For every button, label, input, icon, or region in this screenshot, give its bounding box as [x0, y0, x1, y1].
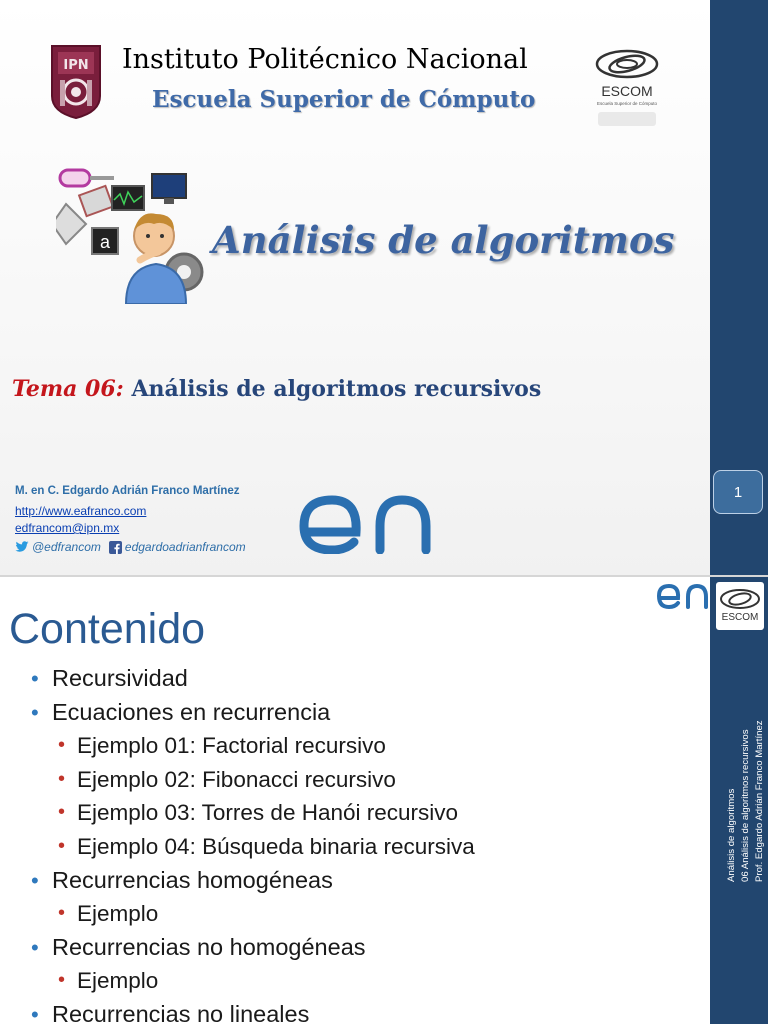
- bullet-icon: •: [31, 934, 39, 960]
- list-item: [0, 662, 700, 696]
- social-handles: [15, 538, 295, 556]
- sub-list-item: [0, 964, 700, 998]
- list-item-text: Ecuaciones en recurrencia: [52, 698, 331, 725]
- page-number: 1: [713, 470, 763, 514]
- sidebar-line-author: Prof. Edgardo Adrián Franco Martínez: [754, 720, 765, 882]
- algorithm-thinker-illustration: [56, 164, 206, 304]
- author-block: [15, 485, 295, 556]
- sub-list-item: [0, 796, 700, 830]
- sub-list-item: [0, 763, 700, 797]
- escom-logo-small-text: ESCOM: [721, 612, 759, 623]
- bullet-icon: •: [31, 1001, 39, 1024]
- school-name: Escuela Superior de Cómputo: [152, 86, 536, 113]
- contents-list: [0, 662, 700, 1024]
- presentation-title: Análisis de algoritmos: [212, 218, 675, 262]
- sidebar-line-course: Análisis de algoritmos: [726, 788, 737, 882]
- ipn-logo-text: IPN: [63, 58, 89, 73]
- list-item-text: Ejemplo 02: Fibonacci recursivo: [77, 766, 396, 792]
- contents-title: Contenido: [9, 605, 206, 653]
- escom-logo-small: [716, 582, 764, 630]
- list-item-text: Ejemplo 04: Búsqueda binaria recursiva: [77, 833, 475, 859]
- list-item-text: Ejemplo: [77, 901, 159, 927]
- list-item: [0, 931, 700, 965]
- topic-label: Tema 06:: [12, 376, 124, 402]
- bullet-icon: •: [58, 801, 66, 824]
- email-link[interactable]: edfrancom@ipn.mx: [15, 521, 120, 535]
- sub-list-item: [0, 897, 700, 931]
- sub-list-item: [0, 729, 700, 763]
- bullet-icon: •: [58, 902, 66, 925]
- facebook-icon: [109, 541, 122, 554]
- author-name: M. en C. Edgardo Adrián Franco Martínez: [15, 485, 240, 497]
- topic-name: Análisis de algoritmos recursivos: [131, 376, 542, 402]
- bullet-icon: •: [58, 834, 66, 857]
- institution-name: Instituto Politécnico Nacional: [122, 44, 528, 75]
- ipn-logo: [48, 44, 104, 120]
- escom-logo-text: ESCOM: [601, 83, 653, 99]
- bullet-icon: •: [58, 969, 66, 992]
- list-item-text: Recurrencias no homogéneas: [52, 933, 366, 960]
- list-item-text: Ejemplo 01: Factorial recursivo: [77, 733, 386, 759]
- svg-text:a: a: [99, 232, 111, 252]
- escom-logo: [594, 44, 660, 128]
- bullet-icon: •: [58, 767, 66, 790]
- list-item-text: Recurrencias no lineales: [52, 1000, 310, 1024]
- sidebar-vertical-text: [724, 652, 768, 882]
- list-item-text: Ejemplo 03: Torres de Hanói recursivo: [77, 800, 459, 826]
- escom-logo-subtext: Escuela Superior de Cómputo: [596, 101, 658, 106]
- twitter-handle[interactable]: @edfrancom: [32, 540, 101, 554]
- bullet-icon: •: [31, 699, 39, 725]
- ea-logo: [298, 488, 434, 554]
- bullet-icon: •: [31, 666, 39, 691]
- facebook-handle[interactable]: edgardoadrianfrancom: [124, 540, 246, 554]
- list-item-text: Ejemplo: [77, 968, 159, 994]
- list-item-text: Recurrencias homogéneas: [52, 866, 333, 893]
- topic-heading: [12, 376, 692, 402]
- ea-logo-small: [656, 582, 710, 612]
- twitter-icon: [15, 541, 29, 553]
- sub-list-item: [0, 830, 700, 864]
- list-item: [0, 998, 700, 1024]
- bullet-icon: •: [31, 867, 39, 893]
- list-item: [0, 696, 700, 730]
- bullet-icon: •: [58, 734, 66, 757]
- list-item: [0, 864, 700, 898]
- list-item-text: Recursividad: [52, 665, 188, 691]
- sidebar-line-topic: 06 Análisis de algoritmos recursivos: [740, 729, 751, 882]
- website-link[interactable]: http://www.eafranco.com: [15, 504, 147, 518]
